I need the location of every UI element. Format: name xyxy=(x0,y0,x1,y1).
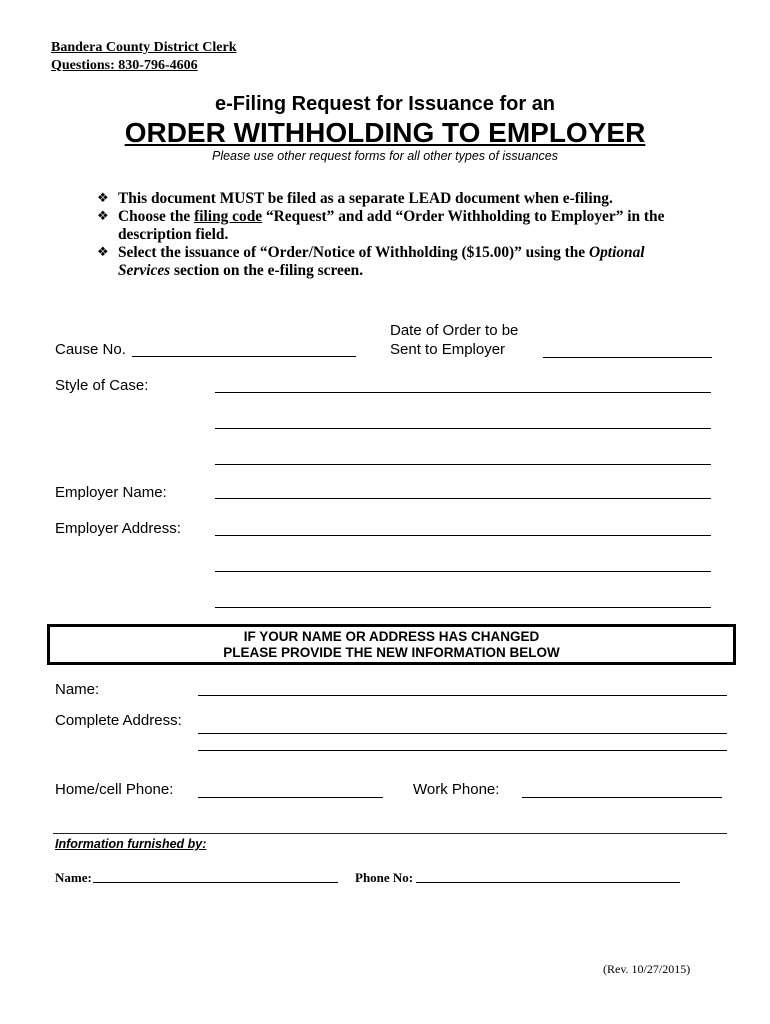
style-of-case-input-3[interactable] xyxy=(215,449,711,465)
instructions-list xyxy=(97,190,684,280)
instruction-item-optional-services xyxy=(97,244,684,280)
form-subtitle: Please use other request forms for all other types of issuances xyxy=(211,149,558,163)
instruction-text: This document MUST be filed as a separate LEAD document when e-filing. xyxy=(118,190,613,207)
form-title-intro: e-Filing Request for Issuance for an xyxy=(214,93,556,115)
employer-name-input[interactable] xyxy=(215,483,711,499)
instruction-text: Choose the xyxy=(118,208,195,225)
work-phone-label: Work Phone: xyxy=(413,781,500,798)
style-of-case-input-2[interactable] xyxy=(215,413,711,429)
employer-address-label: Employer Address: xyxy=(55,520,181,537)
instruction-text: section on the e-filing screen. xyxy=(170,262,364,279)
furnished-by-phone-input[interactable] xyxy=(416,867,680,883)
diamond-bullet-icon xyxy=(97,244,112,262)
change-notice-line-1: IF YOUR NAME OR ADDRESS HAS CHANGED xyxy=(243,629,540,644)
form-title: ORDER WITHHOLDING TO EMPLOYER xyxy=(124,117,646,148)
employer-address-input-2[interactable] xyxy=(215,556,711,572)
date-of-order-label-cont: Sent to Employer xyxy=(390,341,506,358)
optional-services-term: Optional Services xyxy=(118,244,645,279)
instruction-text: Select the issuance of “Order/Notice of Withholding ($15.00)” using the xyxy=(118,244,589,261)
date-of-order-label: Date of Order to be xyxy=(390,322,519,339)
employer-address-input-1[interactable] xyxy=(215,520,711,536)
cause-no-label: Cause No. xyxy=(55,341,126,358)
instruction-item-filing-code xyxy=(97,208,684,244)
cause-no-input[interactable] xyxy=(132,341,356,357)
furnished-by-name-label: Name: xyxy=(55,870,92,885)
revision-date: (Rev. 10/27/2015) xyxy=(603,962,691,976)
diamond-bullet-icon xyxy=(97,190,112,208)
new-name-input[interactable] xyxy=(198,680,727,696)
new-name-label: Name: xyxy=(55,681,100,698)
instruction-item-lead-document xyxy=(97,190,684,208)
complete-address-input-1[interactable] xyxy=(198,718,727,734)
employer-address-input-3[interactable] xyxy=(215,592,711,608)
home-cell-phone-label: Home/cell Phone: xyxy=(55,781,174,798)
employer-name-label: Employer Name: xyxy=(55,484,167,501)
section-divider xyxy=(53,833,727,834)
diamond-bullet-icon xyxy=(97,208,112,226)
style-of-case-input-1[interactable] xyxy=(215,377,711,393)
home-cell-phone-input[interactable] xyxy=(198,782,383,798)
furnished-by-name-input[interactable] xyxy=(93,867,338,883)
complete-address-label: Complete Address: xyxy=(55,712,182,729)
date-of-order-input[interactable] xyxy=(543,342,712,358)
complete-address-input-2[interactable] xyxy=(198,735,727,751)
questions-phone-line: Questions: 830-796-4606 xyxy=(51,58,198,73)
clerk-office-name: Bandera County District Clerk xyxy=(51,40,237,55)
change-notice-line-2: PLEASE PROVIDE THE NEW INFORMATION BELOW xyxy=(223,645,560,660)
filing-code-term: filing code xyxy=(194,208,263,225)
information-furnished-by-heading: Information furnished by: xyxy=(55,837,207,851)
instruction-text: “Request” and add “Order Withholding to Employer” in the description field. xyxy=(118,208,665,243)
furnished-by-phone-label: Phone No: xyxy=(355,870,414,885)
work-phone-input[interactable] xyxy=(522,782,722,798)
change-notice-box xyxy=(47,624,736,665)
style-of-case-label: Style of Case: xyxy=(55,377,149,394)
